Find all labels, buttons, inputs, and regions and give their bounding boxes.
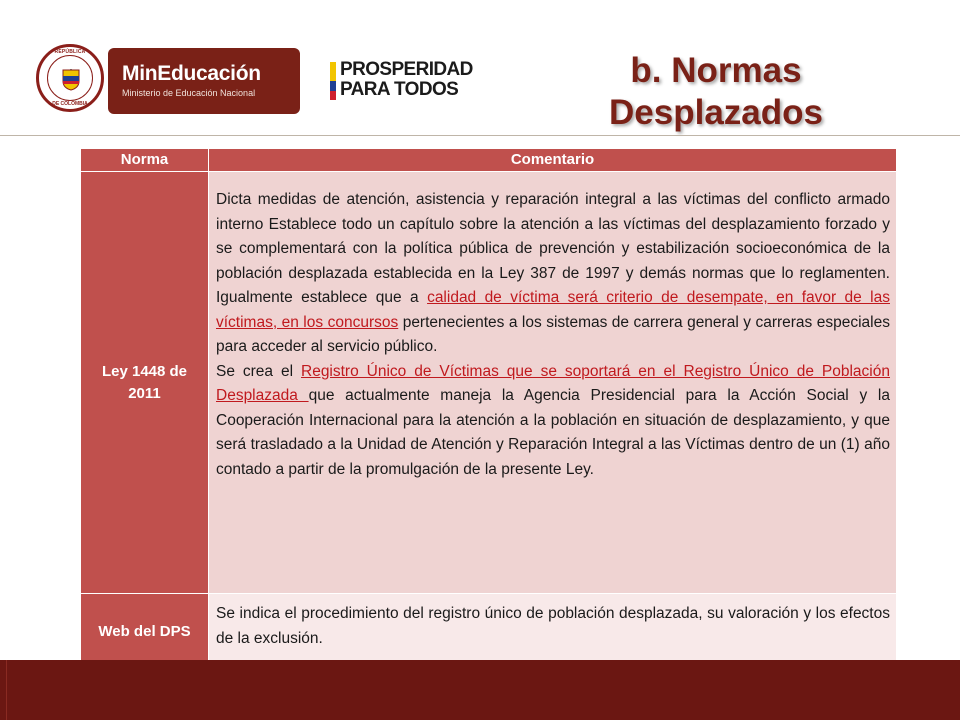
- mineducacion-subtitle: Ministerio de Educación Nacional: [122, 88, 256, 98]
- comentario-text: Se crea el: [216, 362, 301, 380]
- table-row: [81, 171, 896, 593]
- registro-unico-link[interactable]: Registro Único de Víctimas que se soportará en el Registro Único de Población Desplazada: [216, 362, 890, 404]
- coat-of-arms-icon: [62, 69, 80, 91]
- comentario-cell: Se indica el procedimiento del registro único de población desplazada, su valoración y los efectos de la exclusión.: [209, 594, 896, 670]
- table-row: [81, 593, 896, 670]
- desempate-link[interactable]: calidad de víctima será criterio de desempate, en favor de las víctimas, en los concursos: [216, 289, 890, 331]
- flag-bar-icon: [330, 62, 336, 100]
- comentario-cell: [209, 172, 896, 593]
- mineducacion-logo: [108, 48, 300, 114]
- header-divider: [0, 135, 960, 136]
- comentario-text: que actualmente maneja la Agencia Presidencial para la Acción Social y la Cooperación Internacional para la atención a la población en situación de desplazamiento, y que será trasladado a la Unidad de Atención y Reparación Integral a las Víctimas dentro de un (1) año contado a partir de la promulgación de la presente Ley.: [216, 387, 890, 478]
- column-header-norma: Norma: [81, 149, 209, 171]
- colombia-seal-logo: [36, 44, 104, 112]
- table-header-row: [81, 149, 896, 171]
- slide-footer-bar: [0, 660, 960, 720]
- seal-inner-ring: [47, 55, 93, 101]
- norma-cell: Ley 1448 de 2011: [81, 172, 209, 593]
- seal-bottom-text: DE COLOMBIA: [52, 101, 88, 107]
- prosperidad-line1: PROSPERIDAD: [340, 59, 473, 80]
- mineducacion-title: MinEducación: [122, 62, 261, 85]
- prosperidad-line2: PARA TODOS: [340, 79, 459, 100]
- slide-title: [566, 50, 866, 134]
- footer-divider: [6, 660, 7, 720]
- column-header-comentario: Comentario: [510, 151, 595, 168]
- comentario-text: Dicta medidas de atención, asistencia y reparación integral a las víctimas del conflicto armado interno Establece todo un capítulo sobre la atención a las víctimas del desplazamiento forzado y se complementará con la política pública de prevención y estabilización socioeconómica de la población desplazada establecida en la Ley 387 de 1997 y demás normas que lo reglamenten. Igualmente establece que a: [216, 191, 890, 306]
- normas-table: [81, 149, 896, 670]
- comentario-text: pertenecientes a los sistemas de carrera general y carreras especiales para acceder al servicio público.: [216, 313, 890, 355]
- prosperidad-logo: [330, 60, 498, 104]
- slide-header: [0, 0, 960, 136]
- norma-cell: Web del DPS: [81, 594, 209, 670]
- slide-title-line2: Desplazados: [609, 93, 823, 132]
- slide-title-line1: b. Normas: [630, 51, 802, 90]
- seal-top-text: REPÚBLICA: [54, 49, 86, 55]
